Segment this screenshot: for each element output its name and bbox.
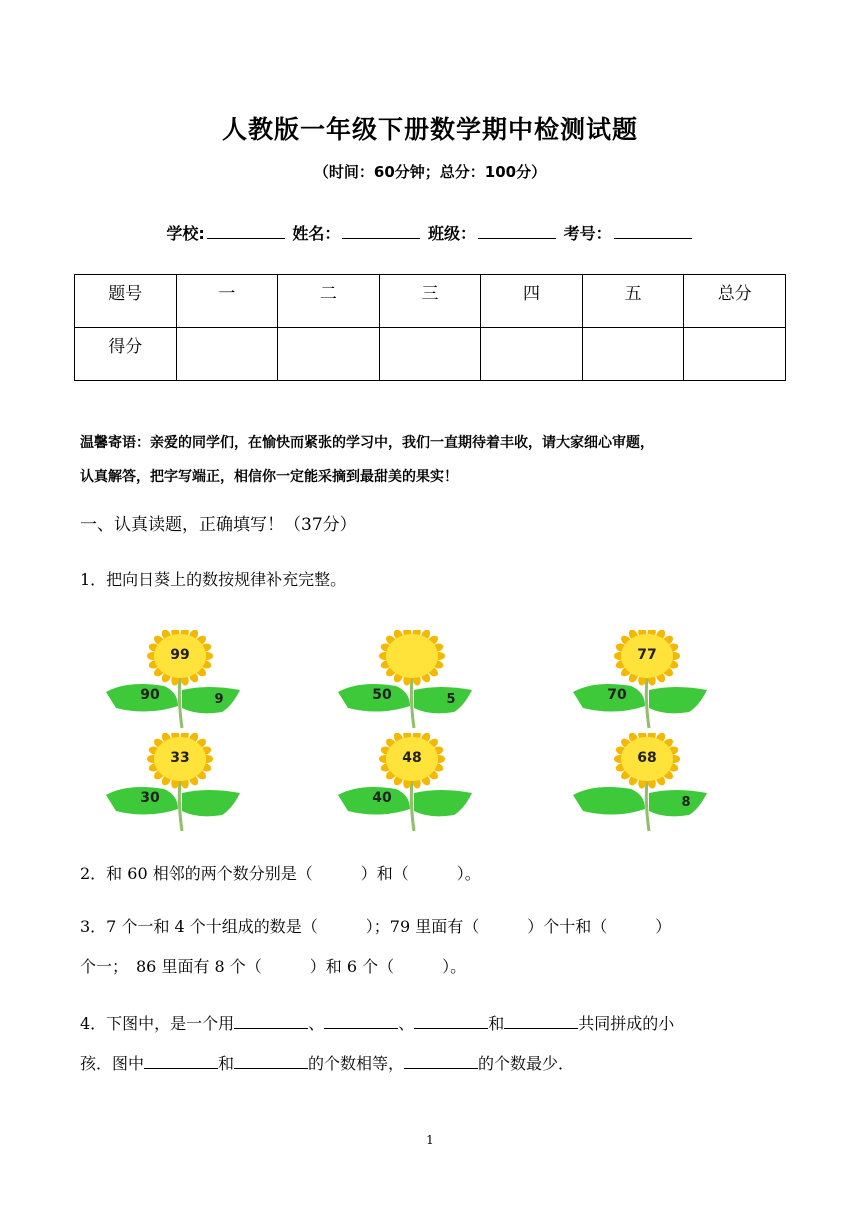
question-4-line-1 xyxy=(80,1011,674,1034)
q4-text: 孩．图中 xyxy=(80,1054,145,1073)
exam-no-label: 考号： xyxy=(563,224,612,243)
class-blank[interactable] xyxy=(478,224,556,239)
sunflower-icon xyxy=(565,630,725,730)
q4-blank[interactable] xyxy=(504,1014,578,1029)
sunflower xyxy=(565,733,725,833)
page-title: 人教版一年级下册数学期中检测试题 xyxy=(221,115,638,144)
header-cell: 二 xyxy=(278,275,380,328)
q4-text: 4．下图中，是一个用 xyxy=(80,1014,235,1033)
sunflower xyxy=(330,733,490,833)
sunflower-left-leaf-number: 40 xyxy=(372,790,392,806)
sunflower-icon xyxy=(98,630,258,730)
score-cell[interactable] xyxy=(379,328,481,381)
school-blank[interactable] xyxy=(207,224,285,239)
student-info-line xyxy=(0,221,860,244)
school-label: 学校: xyxy=(166,224,205,243)
sunflower-left-leaf-number: 90 xyxy=(140,687,160,703)
score-cell[interactable] xyxy=(481,328,583,381)
page-number: 1 xyxy=(426,1133,434,1147)
sunflower-icon xyxy=(330,733,490,833)
q4-blank[interactable] xyxy=(234,1054,308,1069)
q4-text: 的个数相等， xyxy=(308,1054,405,1073)
header-cell: 五 xyxy=(582,275,684,328)
name-blank[interactable] xyxy=(342,224,420,239)
score-cell[interactable] xyxy=(278,328,380,381)
q4-blank[interactable] xyxy=(234,1014,308,1029)
q4-text: 和 xyxy=(218,1054,235,1073)
score-cell[interactable] xyxy=(684,328,786,381)
sunflower-right-leaf-number: 9 xyxy=(214,692,224,707)
sunflower-right-leaf-number: 8 xyxy=(681,795,691,810)
score-cell[interactable] xyxy=(176,328,278,381)
sunflower-head-number: 33 xyxy=(170,750,190,766)
q4-blank[interactable] xyxy=(144,1054,218,1069)
score-table-score-row xyxy=(75,328,786,381)
q4-text: 、 xyxy=(398,1014,415,1033)
sunflower-left-leaf-number: 70 xyxy=(607,687,627,703)
score-table-header-row xyxy=(75,275,786,328)
sunflower-head-number: 77 xyxy=(637,647,657,663)
sunflower xyxy=(98,733,258,833)
sunflower-icon xyxy=(98,733,258,833)
question-4-line-2 xyxy=(80,1051,574,1074)
header-cell: 四 xyxy=(481,275,583,328)
sunflower-left-leaf-number: 30 xyxy=(140,790,160,806)
row-label-cell: 得分 xyxy=(75,328,177,381)
name-label: 姓名： xyxy=(292,224,341,243)
tip-line-2: 认真解答，把字写端正，相信你一定能采摘到最甜美的果实！ xyxy=(80,469,458,485)
q4-text: 和 xyxy=(488,1014,505,1033)
q4-text: 共同拼成的小 xyxy=(578,1014,675,1033)
sunflower-left-leaf-number: 50 xyxy=(372,687,392,703)
sunflower-head-number: 48 xyxy=(402,750,422,766)
header-cell: 一 xyxy=(176,275,278,328)
class-label: 班级： xyxy=(427,224,476,243)
sunflower xyxy=(565,630,725,730)
question-2: 2．和 60 相邻的两个数分别是（ ）和（ ）。 xyxy=(80,864,481,883)
exam-subtitle: （时间：60分钟；总分：100分） xyxy=(313,163,547,181)
q4-blank[interactable] xyxy=(324,1014,398,1029)
sunflower-icon xyxy=(565,733,725,833)
question-1: 1．把向日葵上的数按规律补充完整。 xyxy=(80,570,347,589)
score-table xyxy=(74,274,786,381)
sunflower-head-number: 99 xyxy=(170,647,190,663)
sunflower xyxy=(98,630,258,730)
q4-blank[interactable] xyxy=(404,1054,478,1069)
tip-line-1: 温馨寄语：亲爱的同学们，在愉快而紧张的学习中，我们一直期待着丰收，请大家细心审题， xyxy=(80,435,654,451)
sunflower xyxy=(330,630,490,730)
score-cell[interactable] xyxy=(582,328,684,381)
header-cell: 总分 xyxy=(684,275,786,328)
question-3-line-1: 3．7 个一和 4 个十组成的数是（ ）；79 里面有（ ）个十和（ ） xyxy=(80,917,672,936)
exam-no-blank[interactable] xyxy=(614,224,692,239)
question-3-line-2: 个一； 86 里面有 8 个（ ）和 6 个（ ）。 xyxy=(80,957,467,976)
section-1-heading: 一、认真读题，正确填写！（37分） xyxy=(80,515,357,535)
header-cell: 题号 xyxy=(75,275,177,328)
q4-text: 的个数最少． xyxy=(478,1054,575,1073)
sunflower-head-number: 68 xyxy=(637,750,657,766)
header-cell: 三 xyxy=(379,275,481,328)
q4-text: 、 xyxy=(308,1014,325,1033)
q4-blank[interactable] xyxy=(414,1014,488,1029)
sunflower-right-leaf-number: 5 xyxy=(446,692,456,707)
sunflower-icon xyxy=(330,630,490,730)
